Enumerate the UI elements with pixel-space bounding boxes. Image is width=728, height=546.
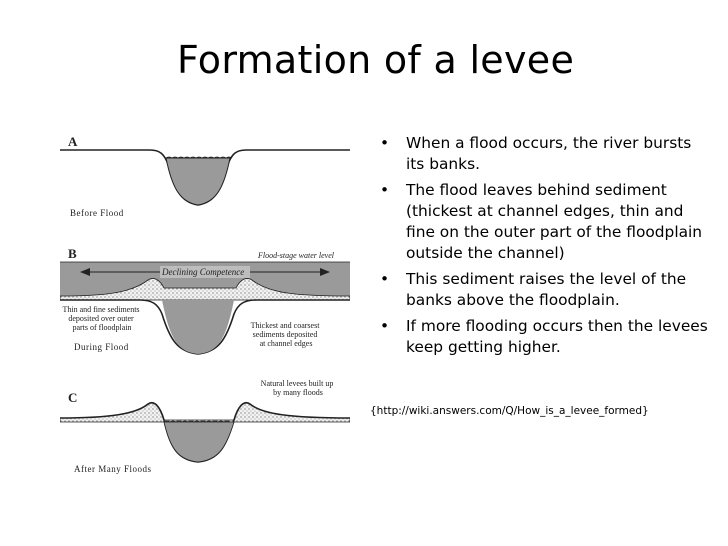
thin-sediment-label: Thin and fine sediments deposited over outer parts of floodplain xyxy=(62,305,140,332)
bullet-dot: • xyxy=(380,181,390,199)
panel-a-letter: A xyxy=(68,134,78,149)
slide-title: Formation of a levee xyxy=(177,38,575,82)
panel-b-letter: B xyxy=(68,246,77,261)
source-link[interactable]: {http://wiki.answers.com/Q/How_is_a_levee_formed} xyxy=(370,405,649,417)
bullet-text: This sediment raises the level of the banks above the floodplain. xyxy=(406,270,687,309)
panel-a-caption: Before Flood xyxy=(70,208,124,218)
bullet-text: The flood leaves behind sediment (thickest at channel edges, thin and fine on the outer part of the floodplain outside the channel) xyxy=(406,181,703,262)
levee-label: Natural levees built up by many floods xyxy=(260,379,334,397)
bullet-item xyxy=(370,316,710,358)
levee-formation-diagram xyxy=(60,128,350,478)
panel-c-levees xyxy=(60,403,350,422)
panel-c-caption: After Many Floods xyxy=(74,464,152,474)
bullet-text: When a flood occurs, the river bursts its banks. xyxy=(406,134,692,173)
panel-a xyxy=(60,134,350,218)
bullet-item xyxy=(370,269,710,311)
thick-sediment-label: Thickest and coarsest sediments deposited at channel edges xyxy=(250,321,320,348)
bullet-dot: • xyxy=(380,134,390,152)
bullet-item xyxy=(370,133,710,175)
panel-a-water xyxy=(166,158,230,205)
panel-c xyxy=(60,379,350,474)
bullet-item xyxy=(370,180,710,264)
bullet-dot: • xyxy=(380,317,390,335)
bullet-text: If more flooding occurs then the levees keep getting higher. xyxy=(406,317,708,356)
water-level-label: Flood-stage water level xyxy=(258,251,334,260)
panel-c-letter: C xyxy=(68,390,78,405)
bullet-list xyxy=(370,133,710,363)
competence-label: Declining Competence xyxy=(162,267,245,277)
panel-c-channel-water xyxy=(164,422,234,462)
panel-b-caption: During Flood xyxy=(74,342,129,352)
bullet-dot: • xyxy=(380,270,390,288)
panel-b-channel-water xyxy=(162,300,234,354)
panel-b xyxy=(60,246,350,354)
